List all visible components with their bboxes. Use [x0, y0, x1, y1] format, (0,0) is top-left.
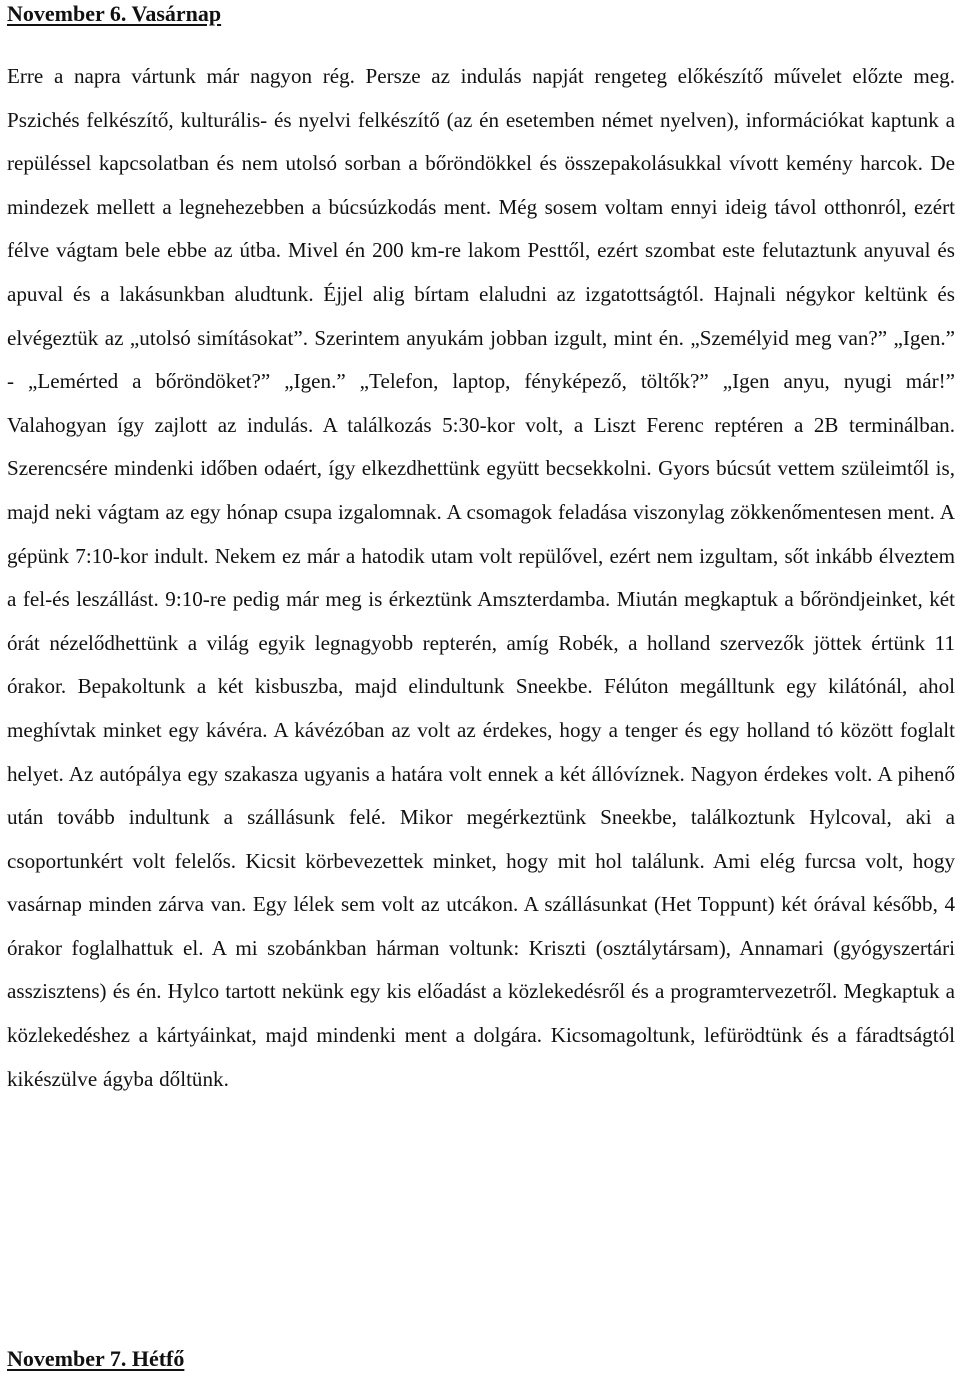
diary-paragraph: Erre a napra vártunk már nagyon rég. Persze az indulás napját rengeteg előkészítő művelet előzte meg. Pszichés felkészítő, kulturális- és nyelvi felkészítő (az én esetemben német nyelven), információkat kaptunk a repüléssel kapcsolatban és nem utolsó sorban a bőröndökkel és összepakolásukkal vívott kemény harcok. De mindezek mellett a legnehezebben a búcsúzkodás ment. Még sosem voltam ennyi ideig távol otthonról, ezért félve vágtam bele ebbe az útba. Mivel én 200 km-re lakom Pesttől, ezért szombat este felutaztunk anyuval és apuval és a lakásunkban aludtunk. Éjjel alig bírtam elaludni az izgatottságtól. Hajnali négykor keltünk és elvégeztük az „utolsó simításokat”. Szerintem anyukám jobban izgult, mint én. „Személyid meg van?” „Igen.” - „Lemérted a bőröndöket?” „Igen.” „Telefon, laptop, fényképező, töltők?” „Igen anyu, nyugi már!” Valahogyan így zajlott az indulás. A találkozás 5:30-kor volt, a Liszt Ferenc reptéren a 2B terminálban. Szerencsére mindenki időben odaért, így elkezdhettünk együtt becsekkolni. Gyors búcsút vettem szüleimtől is, majd neki vágtam az egy hónap csupa izgalomnak. A csomagok feladása viszonylag zökkenőmentesen ment. A gépünk 7:10-kor indult. Nekem ez már a hatodik utam volt repülővel, ezért nem izgultam, sőt inkább élveztem a fel-és leszállást. 9:10-re pedig már meg is érkeztünk Amszterdamba. Miután megkaptuk a bőröndjeinket, két órát nézelődhettünk a világ egyik legnagyobb repterén, amíg Robék, a holland szervezők jöttek értünk 11 órakor. Bepakoltunk a két kisbuszba, majd elindultunk Sneekbe. Félúton megálltunk egy kilátónál, ahol meghívtak minket egy kávéra. A kávézóban az volt az érdekes, hogy a tenger és egy holland tó között foglalt helyet. Az autópálya egy szakasza ugyanis a határa volt ennek a két állóvíznek. Nagyon érdekes volt. A pihenő után tovább indultunk a szállásunk felé. Mikor megérkeztünk Sneekbe, találkoztunk Hylcoval, aki a csoportunkért volt felelős. Kicsit körbevezettek minket, hogy mit hol találunk. Ami elég furcsa volt, hogy vasárnap minden zárva van. Egy lélek sem volt az utcákon. A szállásunkat (Het Toppunt) két órával később, 4 órakor foglalhattuk el. A mi szobánkban hárman voltunk: Kriszti (osztálytársam), Annamari (gyógyszertári asszisztens) és én. Hylco tartott nekünk egy kis előadást a közlekedésről és a programtervezetről. Megkaptuk a közlekedéshez a kártyáinkat, majd mindenki ment a dolgára. Kicsomagoltunk, lefürödtünk és a fáradtságtól kikészülve ágyba dőltünk.: [7, 64, 955, 1091]
heading-november-6: November 6. Vasárnap: [7, 1, 222, 26]
heading-november-7: November 7. Hétfő: [7, 1346, 185, 1371]
